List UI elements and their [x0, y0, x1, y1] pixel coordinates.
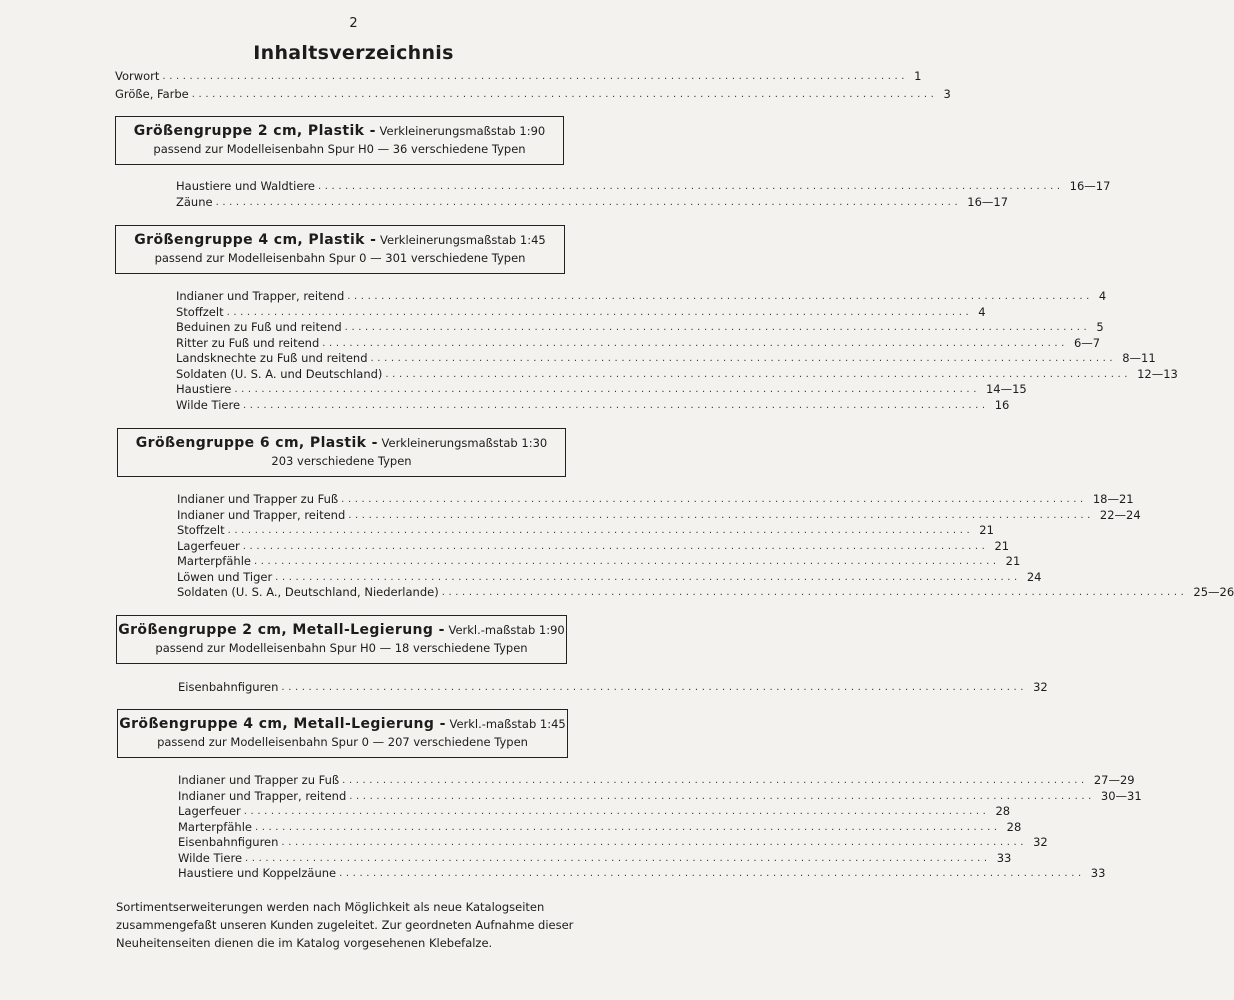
page-title: Inhaltsverzeichnis: [253, 42, 454, 64]
toc-entry-label: Löwen und Tiger: [177, 570, 273, 584]
toc-entry-page: 33: [996, 851, 1012, 865]
toc-entry-page: 14—15: [985, 382, 1027, 396]
leader-dots: ..............................................................................................................: [281, 682, 1028, 693]
toc-entry[interactable]: [177, 569, 1042, 585]
toc-entry-page: 22—24: [1099, 508, 1141, 522]
toc-entry-label: Haustiere und Koppelzäune: [178, 866, 337, 880]
toc-entry-label: Wilde Tiere: [178, 851, 243, 865]
toc-entry-page: 24: [1026, 570, 1042, 584]
toc-entry-label: Lagerfeuer: [177, 539, 240, 553]
toc-entry-label: Indianer und Trapper, reitend: [177, 508, 346, 522]
group-description: passend zur Modelleisenbahn Spur H0 — 18 verschiedene Typen: [155, 641, 528, 655]
group-heading-box: [115, 225, 565, 274]
leader-dots: ..............................................................................................................: [254, 822, 1001, 833]
toc-entry-page: 3: [943, 87, 951, 101]
toc-entry-label: Haustiere: [176, 382, 232, 396]
toc-entry[interactable]: [178, 772, 1135, 788]
leader-dots: ..............................................................................................................: [245, 853, 991, 864]
toc-entry-label: Beduinen zu Fuß und reitend: [176, 320, 342, 334]
toc-entry-page: 6—7: [1073, 336, 1101, 350]
group-heading-box: [116, 615, 567, 664]
toc-entry-page: 8—11: [1122, 351, 1156, 365]
group-description: passend zur Modelleisenbahn Spur 0 — 207 verschiedene Typen: [157, 735, 528, 749]
toc-entry[interactable]: [176, 350, 1156, 366]
page-number: 2: [349, 16, 358, 31]
toc-entry-page: 21: [979, 523, 994, 537]
group-scale: Verkleinerungsmaßstab 1:30: [381, 436, 548, 450]
toc-entry[interactable]: [177, 538, 1010, 554]
toc-entry[interactable]: [178, 788, 1142, 804]
group-heading-box: [115, 116, 564, 165]
toc-entry-label: Indianer und Trapper, reitend: [178, 789, 347, 803]
group-description: 203 verschiedene Typen: [271, 454, 412, 468]
toc-entry-label: Wilde Tiere: [176, 398, 241, 412]
toc-entry[interactable]: [176, 397, 1010, 413]
group-description: passend zur Modelleisenbahn Spur 0 — 301 verschiedene Typen: [154, 251, 526, 265]
toc-entry[interactable]: [176, 319, 1104, 335]
leader-dots: ..............................................................................................................: [322, 338, 1068, 349]
toc-entry[interactable]: [176, 194, 1009, 210]
group-scale: Verkl.-maßstab 1:45: [449, 717, 566, 731]
group-description: passend zur Modelleisenbahn Spur H0 — 36 verschiedene Typen: [153, 142, 526, 156]
toc-entry-page: 4: [1098, 289, 1107, 303]
group-heading-box: [117, 428, 566, 477]
toc-entry-label: Landsknechte zu Fuß und reitend: [176, 351, 368, 365]
toc-entry-label: Marterpfähle: [177, 554, 251, 568]
toc-entry-label: Zäune: [176, 195, 213, 209]
toc-entry-page: 16—17: [1069, 179, 1111, 193]
toc-entry[interactable]: [177, 553, 1021, 569]
toc-entry-label: Stoffzelt: [177, 523, 225, 537]
toc-entry-label: Lagerfeuer: [178, 804, 241, 818]
toc-entry[interactable]: [178, 850, 1012, 866]
leader-dots: ..............................................................................................................: [349, 791, 1095, 802]
group-name: Größengruppe 2 cm, Metall-Legierung -: [118, 622, 445, 638]
leader-dots: ..............................................................................................................: [243, 806, 990, 817]
toc-entry-page: 28: [1006, 820, 1022, 834]
leader-dots: ..............................................................................................................: [234, 384, 980, 395]
leader-dots: ..............................................................................................................: [370, 353, 1117, 364]
toc-entry-page: 32: [1033, 835, 1048, 849]
toc-entry-page: 16: [994, 398, 1010, 412]
toc-entry[interactable]: [176, 288, 1107, 304]
toc-entry-page: 21: [1005, 554, 1021, 568]
leader-dots: ..............................................................................................................: [339, 868, 1085, 879]
group-name: Größengruppe 4 cm, Metall-Legierung -: [119, 716, 446, 732]
leader-dots: ..............................................................................................................: [385, 369, 1132, 380]
leader-dots: ..............................................................................................................: [242, 541, 989, 552]
toc-entry-label: Indianer und Trapper zu Fuß: [178, 773, 340, 787]
toc-entry[interactable]: [176, 366, 1178, 382]
toc-entry-page: 4: [978, 305, 986, 319]
toc-entry-label: Stoffzelt: [176, 305, 224, 319]
footer-note: Sortimentserweiterungen werden nach Möglichkeit als neue Katalogseiten zusammengefaßt unseren Kunden zugeleitet. Zur geordneten Aufnahme dieser Neuheitenseiten dienen die im Katalog vorgesehenen Klebefalze.: [116, 900, 574, 950]
toc-entry[interactable]: [178, 679, 1048, 695]
toc-entry-label: Ritter zu Fuß und reitend: [176, 336, 320, 350]
group-scale: Verkleinerungsmaßstab 1:90: [379, 124, 546, 138]
toc-entry[interactable]: [177, 507, 1141, 523]
toc-entry-page: 32: [1033, 680, 1048, 694]
leader-dots: ..............................................................................................................: [275, 572, 1021, 583]
leader-dots: ..............................................................................................................: [191, 89, 938, 100]
leader-dots: ..............................................................................................................: [281, 837, 1028, 848]
toc-entry-label: Indianer und Trapper, reitend: [176, 289, 345, 303]
toc-entry-page: 12—13: [1137, 367, 1178, 381]
toc-entry-page: 30—31: [1100, 789, 1142, 803]
toc-entry-groesse-farbe[interactable]: [115, 86, 951, 102]
leader-dots: ..............................................................................................................: [243, 400, 989, 411]
leader-dots: ..............................................................................................................: [226, 307, 973, 318]
leader-dots: ..............................................................................................................: [227, 525, 974, 536]
group-name: Größengruppe 2 cm, Plastik -: [133, 123, 376, 139]
toc-entry-page: 1: [914, 69, 922, 83]
toc-entry-label: Eisenbahnfiguren: [178, 835, 279, 849]
leader-dots: ..............................................................................................................: [441, 587, 1188, 598]
toc-entry-page: 28: [995, 804, 1011, 818]
toc-entry-page: 25—26: [1193, 585, 1234, 599]
group-name: Größengruppe 6 cm, Plastik -: [135, 435, 378, 451]
toc-entry-vorwort[interactable]: [115, 68, 922, 84]
toc-entry[interactable]: [176, 335, 1101, 351]
leader-dots: ..............................................................................................................: [341, 494, 1087, 505]
group-name: Größengruppe 4 cm, Plastik -: [134, 232, 377, 248]
group-heading-box: [117, 709, 568, 758]
toc-entry-page: 33: [1090, 866, 1106, 880]
toc-entry[interactable]: [176, 381, 1027, 397]
toc-entry-label: Eisenbahnfiguren: [178, 680, 279, 694]
toc-entry-label: Haustiere und Waldtiere: [176, 179, 315, 193]
toc-entry[interactable]: [178, 803, 1011, 819]
leader-dots: ..............................................................................................................: [342, 775, 1088, 786]
toc-entry[interactable]: [178, 819, 1022, 835]
leader-dots: ..............................................................................................................: [318, 181, 1064, 192]
toc-entry-page: 16—17: [967, 195, 1009, 209]
toc-entry-label: Marterpfähle: [178, 820, 252, 834]
toc-entry[interactable]: [176, 178, 1111, 194]
group-scale: Verkleinerungsmaßstab 1:45: [380, 233, 546, 247]
toc-entry[interactable]: [177, 522, 994, 538]
toc-entry-label: Soldaten (U. S. A., Deutschland, Niederlande): [177, 585, 439, 599]
leader-dots: ..............................................................................................................: [344, 322, 1091, 333]
toc-entry[interactable]: [177, 584, 1234, 600]
leader-dots: ..............................................................................................................: [253, 556, 1000, 567]
toc-entry[interactable]: [178, 865, 1106, 881]
toc-entry[interactable]: [177, 491, 1134, 507]
toc-entry-page: 18—21: [1092, 492, 1134, 506]
leader-dots: ..............................................................................................................: [347, 291, 1093, 302]
leader-dots: ..............................................................................................................: [348, 510, 1094, 521]
toc-entry-page: 27—29: [1093, 773, 1135, 787]
leader-dots: ..............................................................................................................: [162, 71, 909, 82]
toc-entry-label: Indianer und Trapper zu Fuß: [177, 492, 339, 506]
toc-entry-page: 21: [994, 539, 1010, 553]
toc-entry-label: Soldaten (U. S. A. und Deutschland): [176, 367, 383, 381]
toc-entry[interactable]: [176, 304, 986, 320]
leader-dots: ..............................................................................................................: [215, 197, 962, 208]
toc-entry-label: Vorwort: [115, 69, 160, 83]
toc-entry-page: 5: [1096, 320, 1104, 334]
group-scale: Verkl.-maßstab 1:90: [448, 623, 565, 637]
toc-entry-label: Größe, Farbe: [115, 87, 189, 101]
toc-entry[interactable]: [178, 834, 1048, 850]
